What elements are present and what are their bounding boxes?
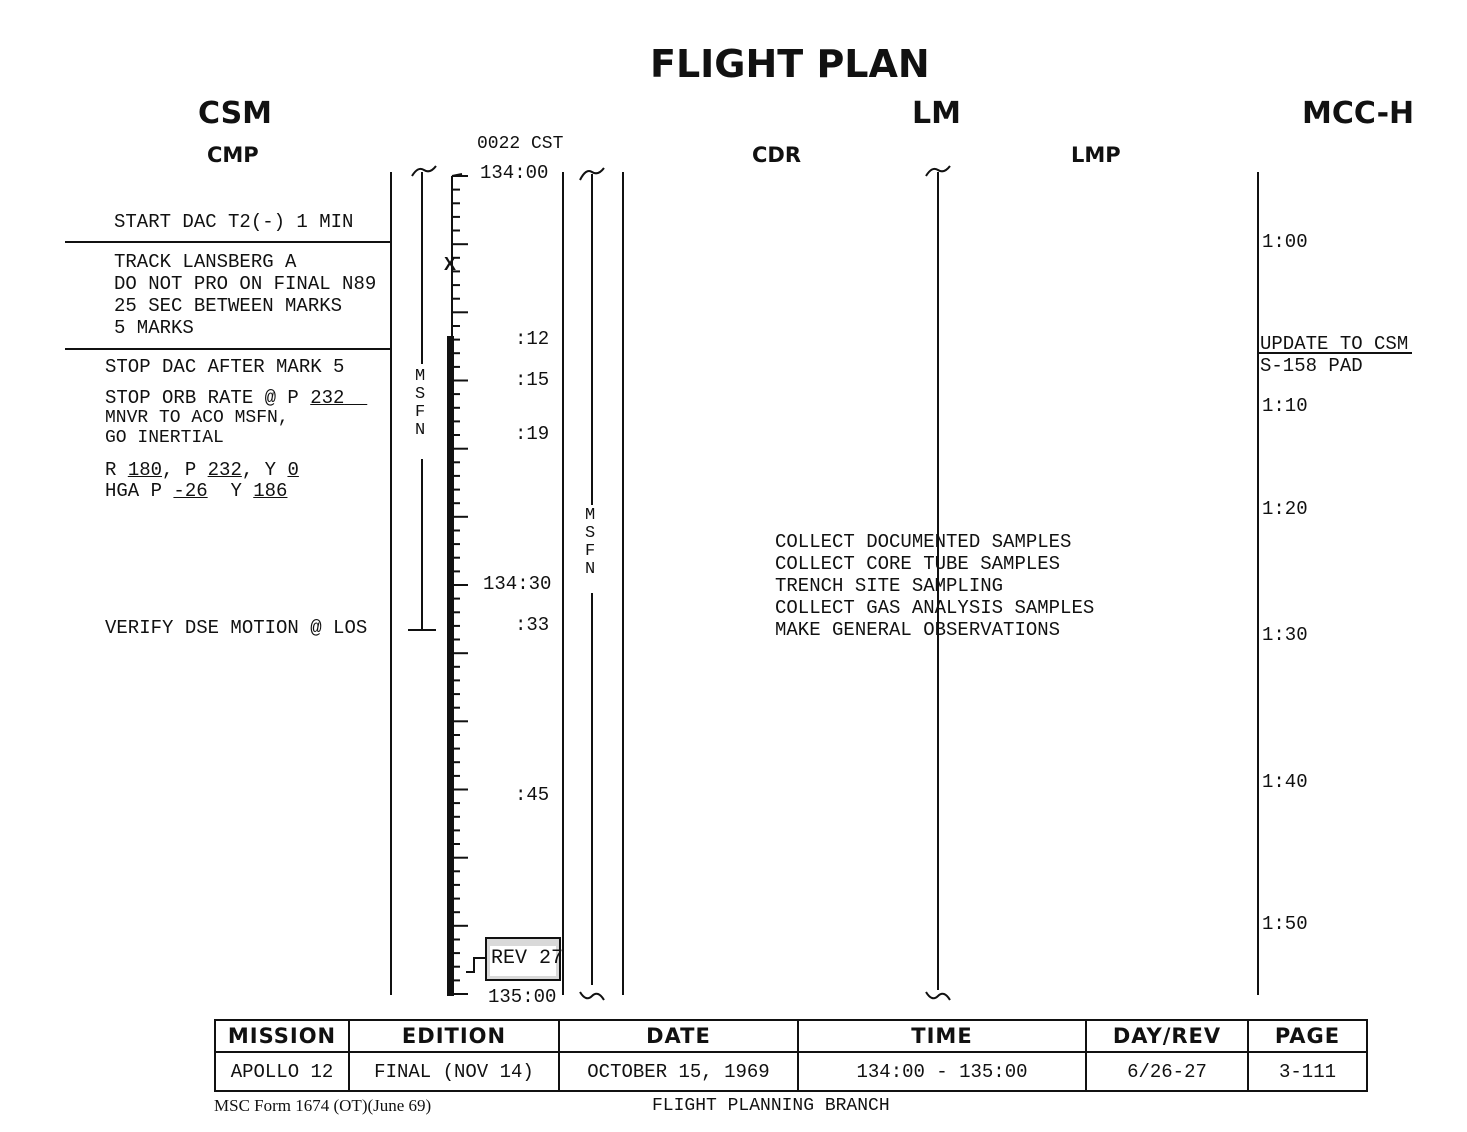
mnvr-block: MNVR TO ACO MSFN, GO INERTIAL (105, 408, 289, 448)
header-page: PAGE (1248, 1020, 1367, 1052)
tick-45: :45 (515, 784, 550, 806)
track-block: TRACK LANSBERG A DO NOT PRO ON FINAL N89 25 SEC BETWEEN MARKS 5 MARKS (114, 251, 377, 339)
header-edition: EDITION (349, 1020, 559, 1052)
start-dac-text: START DAC T2(-) 1 MIN (114, 211, 354, 233)
form-number: MSC Form 1674 (OT)(June 69) (214, 1096, 432, 1115)
mcc-s158: S-158 PAD (1260, 355, 1363, 377)
mcc-update: UPDATE TO CSM (1260, 333, 1409, 355)
value-mission: APOLLO 12 (215, 1052, 349, 1091)
rev-label: REV 27 (491, 947, 564, 970)
value-day-rev: 6/26-27 (1086, 1052, 1248, 1091)
header-day-rev: DAY/REV (1086, 1020, 1248, 1052)
tick-135-00: 135:00 (488, 986, 557, 1008)
header-time: TIME (798, 1020, 1086, 1052)
value-page: 3-111 (1248, 1052, 1367, 1091)
attitude-line: R 180, P 232, Y 0 (105, 459, 299, 481)
header-date: DATE (559, 1020, 798, 1052)
mcc-1-00: 1:00 (1262, 231, 1308, 253)
mcc-1-10: 1:10 (1262, 395, 1308, 417)
lm-header: LM (912, 96, 961, 131)
planning-branch: FLIGHT PLANNING BRANCH (652, 1096, 890, 1116)
cmp-header: CMP (207, 143, 259, 167)
value-date: OCTOBER 15, 1969 (559, 1052, 798, 1091)
tick-33: :33 (515, 614, 550, 636)
stop-orb-value: 232 (310, 387, 345, 409)
lm-msfn-label: M S F N (585, 507, 599, 579)
mission-info-table (214, 1019, 1368, 1092)
page-title: FLIGHT PLAN (650, 42, 930, 86)
cdr-header: CDR (752, 143, 802, 167)
tick-19: :19 (515, 423, 550, 445)
verify-dse-text: VERIFY DSE MOTION @ LOS (105, 617, 368, 639)
tick-15: :15 (515, 369, 550, 391)
stop-orb-text: STOP ORB RATE @ P 232 (105, 387, 345, 409)
csm-msfn-label: M S F N (415, 368, 429, 440)
mcc-1-40: 1:40 (1262, 771, 1308, 793)
csm-header: CSM (198, 96, 273, 131)
svg-text:X: X (444, 254, 457, 274)
tick-12: :12 (515, 328, 550, 350)
mcc-header: MCC-H (1302, 96, 1415, 131)
tick-134-30: 134:30 (483, 573, 552, 595)
stop-dac-text: STOP DAC AFTER MARK 5 (105, 356, 345, 378)
mcc-1-20: 1:20 (1262, 498, 1308, 520)
cst-label: 0022 CST (477, 134, 564, 154)
header-mission: MISSION (215, 1020, 349, 1052)
hga-line: HGA P -26 Y 186 (105, 480, 288, 502)
mcc-1-30: 1:30 (1262, 624, 1308, 646)
value-time: 134:00 - 135:00 (798, 1052, 1086, 1091)
lmp-header: LMP (1071, 143, 1121, 167)
mcc-1-50: 1:50 (1262, 913, 1308, 935)
lm-activities: COLLECT DOCUMENTED SAMPLES COLLECT CORE TUBE SAMPLES TRENCH SITE SAMPLING COLLECT GAS ANALYSIS SAMPLES MAKE GENERAL OBSERVATIONS (775, 531, 1095, 641)
value-edition: FINAL (NOV 14) (349, 1052, 559, 1091)
tick-134-00: 134:00 (480, 162, 549, 184)
